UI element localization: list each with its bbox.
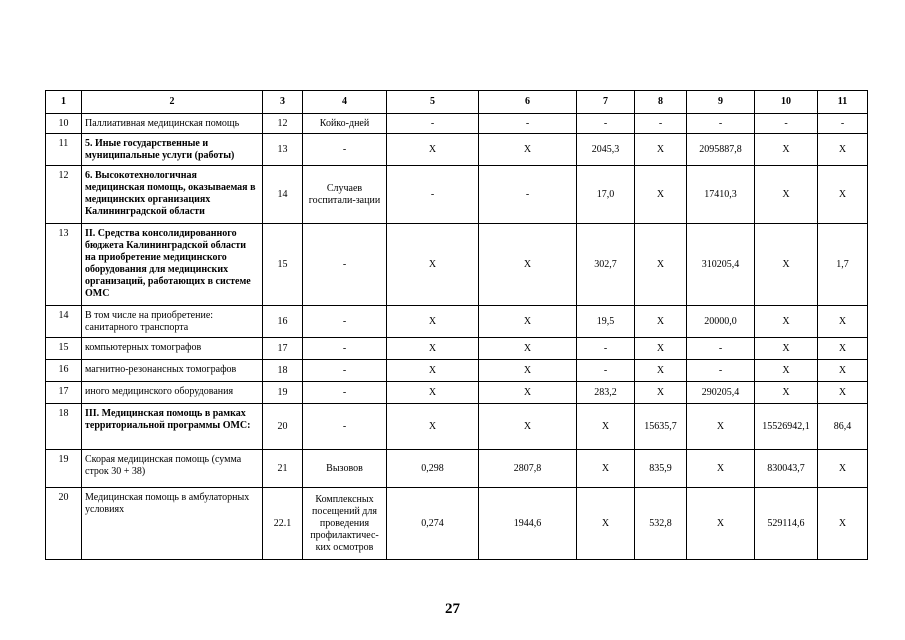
page-number: 27 <box>445 601 460 617</box>
table-cell: 14 <box>46 306 82 338</box>
row-description: компьютерных томографов <box>82 338 263 360</box>
header-cell: 4 <box>303 91 387 114</box>
row-description: 5. Иные государственные и муниципальные услуги (работы) <box>82 134 263 166</box>
table-cell: 19 <box>263 382 303 404</box>
table-cell: Койко-дней <box>303 114 387 134</box>
table-row <box>46 306 868 338</box>
table-cell: X <box>818 306 868 338</box>
table-cell: X <box>818 450 868 488</box>
table-cell: 17410,3 <box>687 166 755 224</box>
table-cell: 16 <box>263 306 303 338</box>
table-cell: 0,298 <box>387 450 479 488</box>
table-cell: 2807,8 <box>479 450 577 488</box>
table-cell: - <box>818 114 868 134</box>
table-cell: 1944,6 <box>479 488 577 560</box>
table-cell: X <box>755 224 818 306</box>
header-cell: 11 <box>818 91 868 114</box>
table-cell: 20000,0 <box>687 306 755 338</box>
table-cell: X <box>635 134 687 166</box>
table-cell: 19 <box>46 450 82 488</box>
table-cell: Случаев госпитали-зации <box>303 166 387 224</box>
table-cell: 20 <box>46 488 82 560</box>
table-cell: - <box>577 360 635 382</box>
table-cell: - <box>755 114 818 134</box>
table-cell: 15 <box>263 224 303 306</box>
table-cell: 532,8 <box>635 488 687 560</box>
table-cell: X <box>635 360 687 382</box>
table-cell: 290205,4 <box>687 382 755 404</box>
table-cell: X <box>755 382 818 404</box>
table-cell: 283,2 <box>577 382 635 404</box>
table-cell: - <box>387 166 479 224</box>
header-cell: 7 <box>577 91 635 114</box>
table-cell: X <box>818 360 868 382</box>
table-cell: 14 <box>263 166 303 224</box>
row-description: магнитно-резонансных томографов <box>82 360 263 382</box>
table-row <box>46 166 868 224</box>
table-cell: - <box>577 338 635 360</box>
table-cell: 13 <box>46 224 82 306</box>
table-cell: 15526942,1 <box>755 404 818 450</box>
row-description: В том числе на приобретение: санитарного транспорта <box>82 306 263 338</box>
table-cell: X <box>635 166 687 224</box>
table-cell: 12 <box>46 166 82 224</box>
table-cell: X <box>387 224 479 306</box>
table-row <box>46 224 868 306</box>
table-cell: X <box>818 382 868 404</box>
table-cell: - <box>303 338 387 360</box>
table-cell: X <box>387 404 479 450</box>
table-cell: X <box>387 382 479 404</box>
table-cell: 2045,3 <box>577 134 635 166</box>
table-cell: 19,5 <box>577 306 635 338</box>
table-cell: X <box>635 224 687 306</box>
header-cell: 1 <box>46 91 82 114</box>
row-description: 6. Высокотехнологичная медицинская помощь, оказываемая в медицинских организациях Калининградской области <box>82 166 263 224</box>
table-cell: 18 <box>263 360 303 382</box>
row-description: II. Средства консолидированного бюджета Калининградской области на приобретение медицинского оборудования для медицинских организаций, работающих в системе ОМС <box>82 224 263 306</box>
table-cell: 830043,7 <box>755 450 818 488</box>
table-cell: - <box>303 134 387 166</box>
table-cell: - <box>303 306 387 338</box>
table-cell: - <box>387 114 479 134</box>
table-cell: Комплексных посещений для проведения профилактичес-ких осмотров <box>303 488 387 560</box>
table-cell: - <box>303 382 387 404</box>
table-cell: X <box>479 224 577 306</box>
data-table <box>45 90 868 560</box>
table-cell: 11 <box>46 134 82 166</box>
table-cell: - <box>303 224 387 306</box>
table-cell: X <box>479 306 577 338</box>
table-cell: 835,9 <box>635 450 687 488</box>
table-cell: X <box>687 404 755 450</box>
table-cell: 302,7 <box>577 224 635 306</box>
table-cell: 1,7 <box>818 224 868 306</box>
table-cell: X <box>479 338 577 360</box>
table-header-row <box>46 91 868 114</box>
table-cell: X <box>577 404 635 450</box>
table-cell: X <box>755 360 818 382</box>
table-cell: - <box>479 166 577 224</box>
table-cell: - <box>687 338 755 360</box>
table-cell: X <box>687 488 755 560</box>
table-cell: 2095887,8 <box>687 134 755 166</box>
row-description: III. Медицинская помощь в рамках территориальной программы ОМС: <box>82 404 263 450</box>
header-cell: 2 <box>82 91 263 114</box>
table-cell: 22.1 <box>263 488 303 560</box>
table-cell: X <box>818 134 868 166</box>
table-row <box>46 404 868 450</box>
table-cell: 21 <box>263 450 303 488</box>
table-cell: X <box>479 134 577 166</box>
table-cell: 86,4 <box>818 404 868 450</box>
table-cell: 17 <box>263 338 303 360</box>
table-cell: X <box>755 306 818 338</box>
table-cell: 12 <box>263 114 303 134</box>
table-cell: X <box>479 404 577 450</box>
table-cell: 0,274 <box>387 488 479 560</box>
table-cell: X <box>755 166 818 224</box>
table-cell: X <box>635 382 687 404</box>
table-cell: X <box>577 488 635 560</box>
table-cell: X <box>755 338 818 360</box>
table-cell: 15635,7 <box>635 404 687 450</box>
table-cell: 20 <box>263 404 303 450</box>
table-cell: 529114,6 <box>755 488 818 560</box>
table-cell: - <box>303 404 387 450</box>
table-cell: X <box>818 338 868 360</box>
table-cell: X <box>387 306 479 338</box>
table-cell: X <box>387 360 479 382</box>
table-row <box>46 450 868 488</box>
table-cell: X <box>479 382 577 404</box>
header-cell: 8 <box>635 91 687 114</box>
table-cell: X <box>387 338 479 360</box>
table-cell: - <box>303 360 387 382</box>
table-cell: - <box>687 114 755 134</box>
table-cell: X <box>755 134 818 166</box>
table-row <box>46 360 868 382</box>
header-cell: 3 <box>263 91 303 114</box>
table-cell: 15 <box>46 338 82 360</box>
header-cell: 9 <box>687 91 755 114</box>
table-cell: Вызовов <box>303 450 387 488</box>
table-row <box>46 134 868 166</box>
table-cell: - <box>577 114 635 134</box>
table-cell: 13 <box>263 134 303 166</box>
table-cell: X <box>635 306 687 338</box>
table-cell: X <box>635 338 687 360</box>
table-cell: 18 <box>46 404 82 450</box>
row-description: Медицинская помощь в амбулаторных условиях <box>82 488 263 560</box>
table-cell: 16 <box>46 360 82 382</box>
table-cell: X <box>818 166 868 224</box>
table-cell: X <box>818 488 868 560</box>
row-description: иного медицинского оборудования <box>82 382 263 404</box>
header-cell: 6 <box>479 91 577 114</box>
table-row <box>46 114 868 134</box>
table-cell: X <box>387 134 479 166</box>
table-cell: 10 <box>46 114 82 134</box>
header-cell: 10 <box>755 91 818 114</box>
table-cell: - <box>687 360 755 382</box>
row-description: Скорая медицинская помощь (сумма строк 30 + 38) <box>82 450 263 488</box>
table-cell: X <box>687 450 755 488</box>
header-cell: 5 <box>387 91 479 114</box>
table-cell: X <box>479 360 577 382</box>
table-row <box>46 338 868 360</box>
table-cell: 310205,4 <box>687 224 755 306</box>
table-cell: 17,0 <box>577 166 635 224</box>
table-row <box>46 382 868 404</box>
table-cell: 17 <box>46 382 82 404</box>
table-cell: - <box>635 114 687 134</box>
table-row <box>46 488 868 560</box>
table-cell: X <box>577 450 635 488</box>
table-cell: - <box>479 114 577 134</box>
row-description: Паллиативная медицинская помощь <box>82 114 263 134</box>
